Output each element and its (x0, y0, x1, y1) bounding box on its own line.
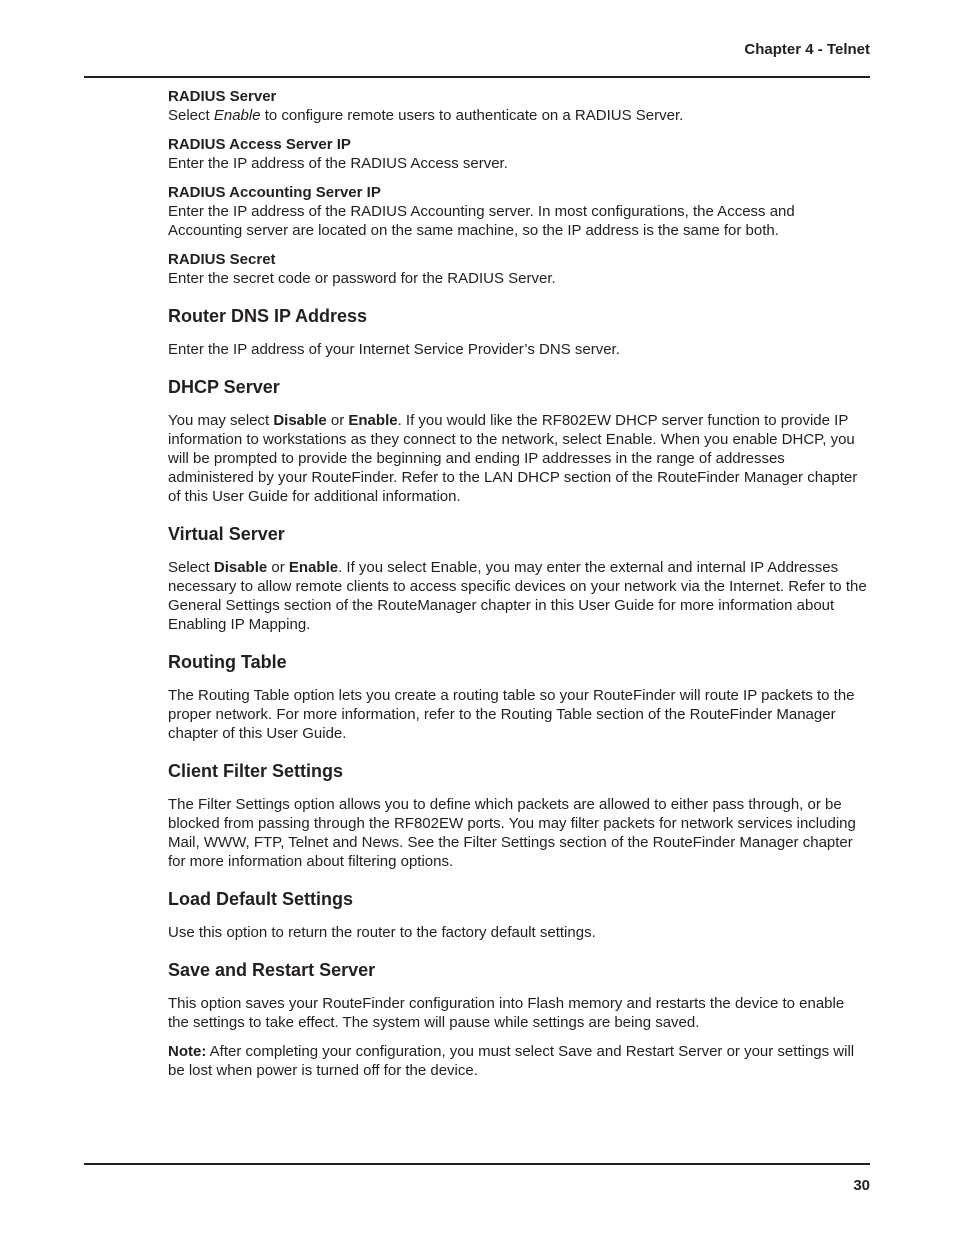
text-run: Select (168, 559, 214, 576)
text-run: or (326, 412, 349, 429)
save-restart-heading: Save and Restart Server (168, 960, 376, 980)
chapter-header: Chapter 4 - Telnet (744, 41, 870, 58)
virtual-server-heading: Virtual Server (168, 524, 285, 544)
router-dns-heading: Router DNS IP Address (168, 306, 368, 326)
page-content (168, 87, 868, 1090)
text-run: You may select (168, 412, 274, 429)
save-restart-text: This option saves your RouteFinder configuration into Flash memory and restarts the device to enable the settings to take effect. The system will pause while settings are being saved. (168, 995, 845, 1031)
note-paragraph (168, 1042, 868, 1080)
dhcp-heading: DHCP Server (168, 377, 280, 397)
dhcp-text (168, 411, 868, 506)
radius-server-title: RADIUS Server (168, 88, 277, 105)
bold-term: Enable (348, 412, 398, 429)
routing-table-heading: Routing Table (168, 652, 287, 672)
radius-access-title: RADIUS Access Server IP (168, 136, 351, 153)
bold-term: Enable (288, 559, 339, 576)
router-dns-text: Enter the IP address of your Internet Service Provider’s DNS server. (168, 341, 620, 358)
text-run: Select (168, 107, 214, 124)
virtual-server-text (168, 558, 868, 634)
note-label: Note: (168, 1043, 207, 1060)
text-run: or (267, 559, 289, 576)
text-run: . If you select Enable, you may enter the external and internal IP Addresses necessary to allow remote clients to access specific devices on your network via the Internet. Refer to the General Settings section of the RouteManager chapter in this User Guide for more information about Enabling IP Mapping. (168, 559, 867, 633)
bold-term: Disable (213, 559, 268, 576)
routing-table-text: The Routing Table option lets you create a routing table so your RouteFinder will route IP packets to the proper network. For more information, refer to the Routing Table section of the RouteFinder Manager chapter of this User Guide. (168, 687, 855, 742)
italic-term: Enable (213, 107, 261, 124)
footer-rule (84, 1163, 870, 1165)
load-default-text: Use this option to return the router to the factory default settings. (168, 924, 596, 941)
text-run: . If you would like the RF802EW DHCP server function to provide IP information to workstations as they connect to the network, select Enable. When you enable DHCP, you will be prompted to provide the beginning and ending IP addresses in the range of addresses administered by your RouteFinder. Refer to the LAN DHCP section of the RouteFinder Manager chapter of this User Guide for additional information. (168, 412, 858, 505)
bold-term: Disable (273, 412, 327, 429)
note-text: After completing your configuration, you must select Save and Restart Server or your settings will be lost when power is turned off for the device. (168, 1043, 855, 1079)
radius-accounting-title: RADIUS Accounting Server IP (168, 184, 381, 201)
radius-access-text: Enter the IP address of the RADIUS Access server. (168, 155, 508, 172)
text-run: to configure remote users to authenticate on a RADIUS Server. (260, 107, 684, 124)
load-default-heading: Load Default Settings (168, 889, 354, 909)
page-number: 30 (853, 1177, 870, 1194)
radius-server-text (168, 106, 868, 125)
client-filter-heading: Client Filter Settings (168, 761, 344, 781)
client-filter-text: The Filter Settings option allows you to define which packets are allowed to either pass through, or be blocked from passing through the RF802EW ports. You may filter packets for network services including Mail, WWW, FTP, Telnet and News. See the Filter Settings section of the RouteFinder Manager chapter for more information about filtering options. (168, 796, 856, 870)
radius-secret-text: Enter the secret code or password for the RADIUS Server. (168, 270, 556, 287)
radius-secret-title: RADIUS Secret (168, 251, 276, 268)
radius-accounting-text: Enter the IP address of the RADIUS Accounting server. In most configurations, the Access and Accounting server are located on the same machine, so the IP address is the same for both. (168, 203, 795, 239)
header-rule (84, 76, 870, 78)
